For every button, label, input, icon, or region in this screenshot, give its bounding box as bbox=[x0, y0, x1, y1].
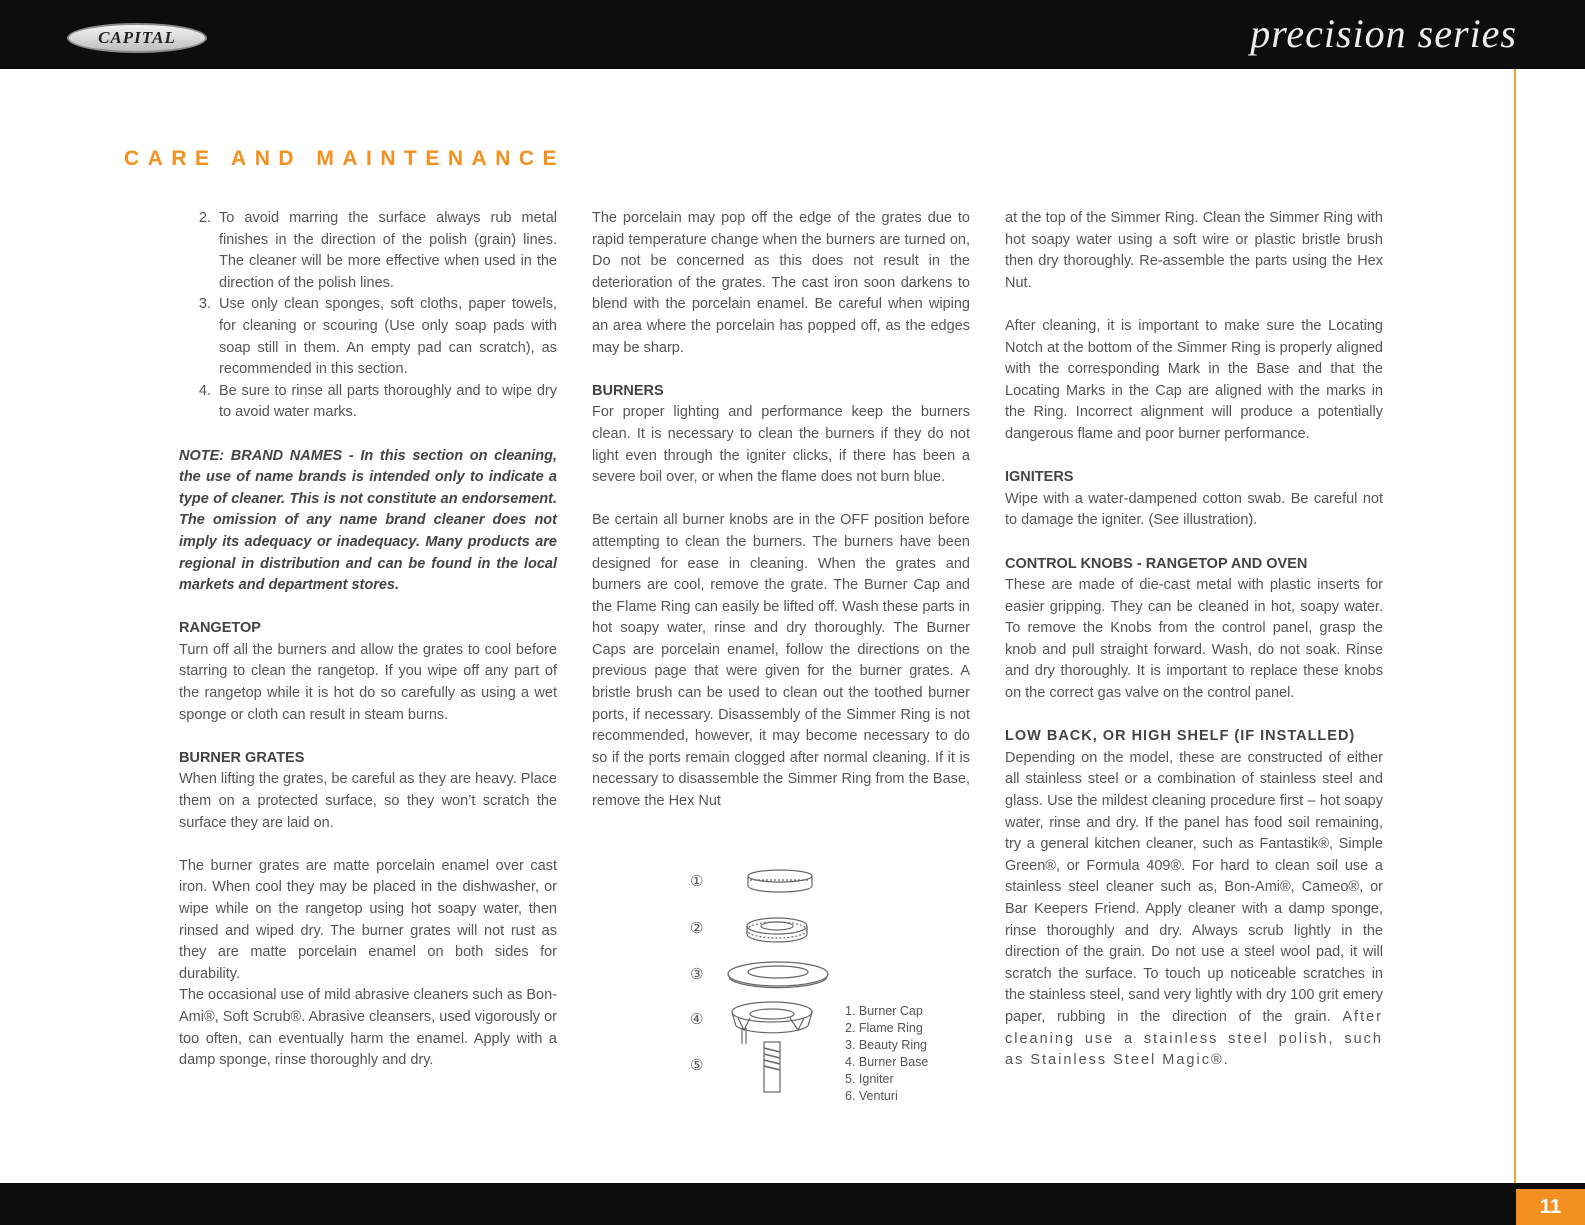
diagram-legend bbox=[845, 1003, 928, 1105]
simmer-ring-text: at the top of the Simmer Ring. Clean the Simmer Ring with hot soapy water using a soft wire or plastic bristle brush then dry thoroughly. Re-assemble the parts using the Hex Nut. bbox=[1005, 210, 1383, 291]
legend-item: 3. Beauty Ring bbox=[845, 1038, 927, 1052]
shelf-text-main: Depending on the model, these are constructed of either all stainless steel or a combination of stainless steel and glass. Use the mildest cleaning procedure first – hot soapy water, rinse and dry. If the panel has food soil remaining, try a general kitchen cleaner, such as Fantastik®, Simple Green®, or Formula 409®. For hard to clean soil use a stainless steel cleaner such as, Bon-Ami®, Cameo®, or Bar Keepers Friend. Apply cleaner with a damp sponge, rinse thoroughly and dry. Always scrub lightly in the direction of the grain. Do not use a steel wool pad, it will scratch the surface. To touch up noticeable scratches in the stainless steel, sand very lightly with dry 100 grit emery paper, rubbing in the direction of the grain. bbox=[1005, 749, 1383, 1025]
legend-item: 2. Flame Ring bbox=[845, 1021, 923, 1035]
list-text: Use only clean sponges, soft cloths, paper towels, for cleaning or scouring (Use only soap pads with soap still in them. An empty pad can scratch), as recommended in this section. bbox=[219, 296, 557, 378]
marker-3: ③ bbox=[690, 965, 704, 983]
list-text: Be sure to rinse all parts thoroughly and to wipe dry to avoid water marks. bbox=[219, 382, 557, 421]
control-knobs-text: These are made of die-cast metal with plastic inserts for easier gripping. They can be cleaned in hot, soapy water. To remove the Knobs from the control panel, grasp the knob and pull straight forward. Wash, do not soak. Rinse and dry thoroughly. It is important to replace these knobs on the correct gas valve on the control panel. bbox=[1005, 577, 1383, 702]
column-3 bbox=[1005, 208, 1383, 1072]
legend-item: 6. Venturi bbox=[845, 1089, 898, 1103]
header-bar bbox=[0, 0, 1585, 69]
marker-5: ⑤ bbox=[690, 1056, 704, 1074]
venturi-drawing bbox=[764, 1042, 780, 1092]
beauty-ring-drawing bbox=[728, 962, 828, 988]
marker-2: ② bbox=[690, 919, 704, 937]
rangetop-text: Turn off all the burners and allow the grates to cool before starring to clean the rangetop. If you wipe off any part of the rangetop while it is hot do so carefully as using a wet sponge or cloth can result in steam burns. bbox=[179, 641, 557, 723]
burner-grates-text-3: The occasional use of mild abrasive cleaners such as Bon-Ami®, Soft Scrub®. Abrasive cleansers, used vigorously or too often, can eventually harm the enamel. Apply with a damp sponge, rinse thoroughly and dry. bbox=[179, 987, 557, 1069]
footer-bar bbox=[0, 1183, 1585, 1225]
cleaning-tips-list bbox=[179, 208, 557, 424]
list-number: 3. bbox=[198, 296, 211, 313]
burners-text-2: Be certain all burner knobs are in the OFF position before attempting to clean the burners. The burners have been designed for ease in cleaning. When the grates and burners are cool, remove the grate. The Burner Cap and the Flame Ring can easily be lifted off. Wash these parts in hot soapy water, rinse and dry thoroughly. The Burner Caps are porcelain enamel, follow the directions on the previous page that were given for the burner grates. A bristle brush can be used to clean out the toothed burner ports, if necessary. Disassembly of the Simmer Ring is not recommended, however, it may become necessary to do so if the ports remain clogged after normal cleaning. If it is necessary to disassemble the Simmer Ring from the Base, remove the Hex Nut bbox=[592, 512, 970, 810]
burner-grates-text-1: When lifting the grates, be careful as they are heavy. Place them on a protected surface, so they won’t scratch the surface they are laid on. bbox=[179, 771, 557, 831]
column-1 bbox=[179, 208, 557, 1072]
legend-item: 4. Burner Base bbox=[845, 1055, 929, 1069]
list-item bbox=[179, 294, 557, 380]
porcelain-text: The porcelain may pop off the edge of the grates due to rapid temperature change when the burners are turned on, Do not be concerned as this does not result in the deterioration of the grates. The cast iron soon darkens to blend with the porcelain enamel. Be careful when wiping an area where the porcelain has popped off, as the edges may be sharp. bbox=[592, 210, 970, 356]
shelf-text-end: After cleaning use a stainless steel polish, such as Stainless Steel Magic®. bbox=[1005, 1008, 1384, 1069]
series-title: precision series bbox=[1250, 11, 1517, 56]
burner-cap-drawing bbox=[748, 870, 812, 892]
margin-rule bbox=[1514, 69, 1516, 1183]
brand-logo: CAPITAL bbox=[67, 23, 207, 53]
legend-item: 5. Igniter bbox=[845, 1072, 894, 1086]
section-title-igniters: IGNITERS bbox=[1005, 469, 1074, 486]
section-title-burners: BURNERS bbox=[592, 382, 664, 399]
section-title-control-knobs: CONTROL KNOBS - RANGETOP AND OVEN bbox=[1005, 555, 1308, 572]
igniters-text: Wipe with a water-dampened cotton swab. Be careful not to damage the igniter. (See illustration). bbox=[1005, 490, 1383, 529]
list-item bbox=[179, 208, 557, 294]
burners-text-1: For proper lighting and performance keep the burners clean. It is necessary to clean the burners if they do not light even through the igniter clicks, if there has been a severe boil over, or when the flame does not burn blue. bbox=[592, 404, 970, 486]
marker-1: ① bbox=[690, 872, 704, 890]
list-number: 4. bbox=[198, 382, 211, 399]
page-number: 11 bbox=[1516, 1189, 1585, 1225]
after-cleaning-text: After cleaning, it is important to make sure the Locating Notch at the bottom of the Simmer Ring is properly aligned with the corresponding Mark in the Base and that the Locating Marks in the Cap are aligned with the marks in the Ring. Incorrect alignment will produce a potentially dangerous flame and poor burner performance. bbox=[1005, 317, 1383, 442]
column-2 bbox=[592, 208, 970, 813]
burner-base-drawing bbox=[732, 1002, 812, 1044]
list-number: 2. bbox=[198, 210, 211, 226]
burner-grates-text-2: The burner grates are matte porcelain enamel over cast iron. When cool they may be placed in the dishwasher, or wipe while on the rangetop using hot soapy water, then rinsed and wiped dry. The burner grates will not rust as they are matte porcelain enamel on both sides for durability. bbox=[179, 857, 557, 982]
marker-4: ④ bbox=[690, 1010, 704, 1028]
flame-ring-drawing bbox=[747, 918, 807, 942]
section-title-low-back-shelf: LOW BACK, OR HIGH SHELF (IF INSTALLED) bbox=[1005, 728, 1356, 745]
shelf-text bbox=[1005, 748, 1383, 1072]
section-title-burner-grates: BURNER GRATES bbox=[179, 749, 305, 766]
page-heading: CARE AND MAINTENANCE bbox=[124, 147, 566, 170]
brand-names-note: NOTE: BRAND NAMES - In this section on cleaning, the use of name brands is intended only to indicate a type of cleaner. This is not constitute an endorsement. The omission of any name brand cleaner does not imply its adequacy or inadequacy. Many products are regional in distribution and can be found in the local markets and department stores. bbox=[179, 447, 557, 594]
list-text: To avoid marring the surface always rub metal finishes in the direction of the polish (grain) lines. The cleaner will be more effective when used in the direction of the polish lines. bbox=[219, 210, 557, 291]
section-title-rangetop: RANGETOP bbox=[179, 620, 261, 637]
legend-item: 1. Burner Cap bbox=[845, 1004, 923, 1018]
list-item bbox=[179, 381, 557, 424]
